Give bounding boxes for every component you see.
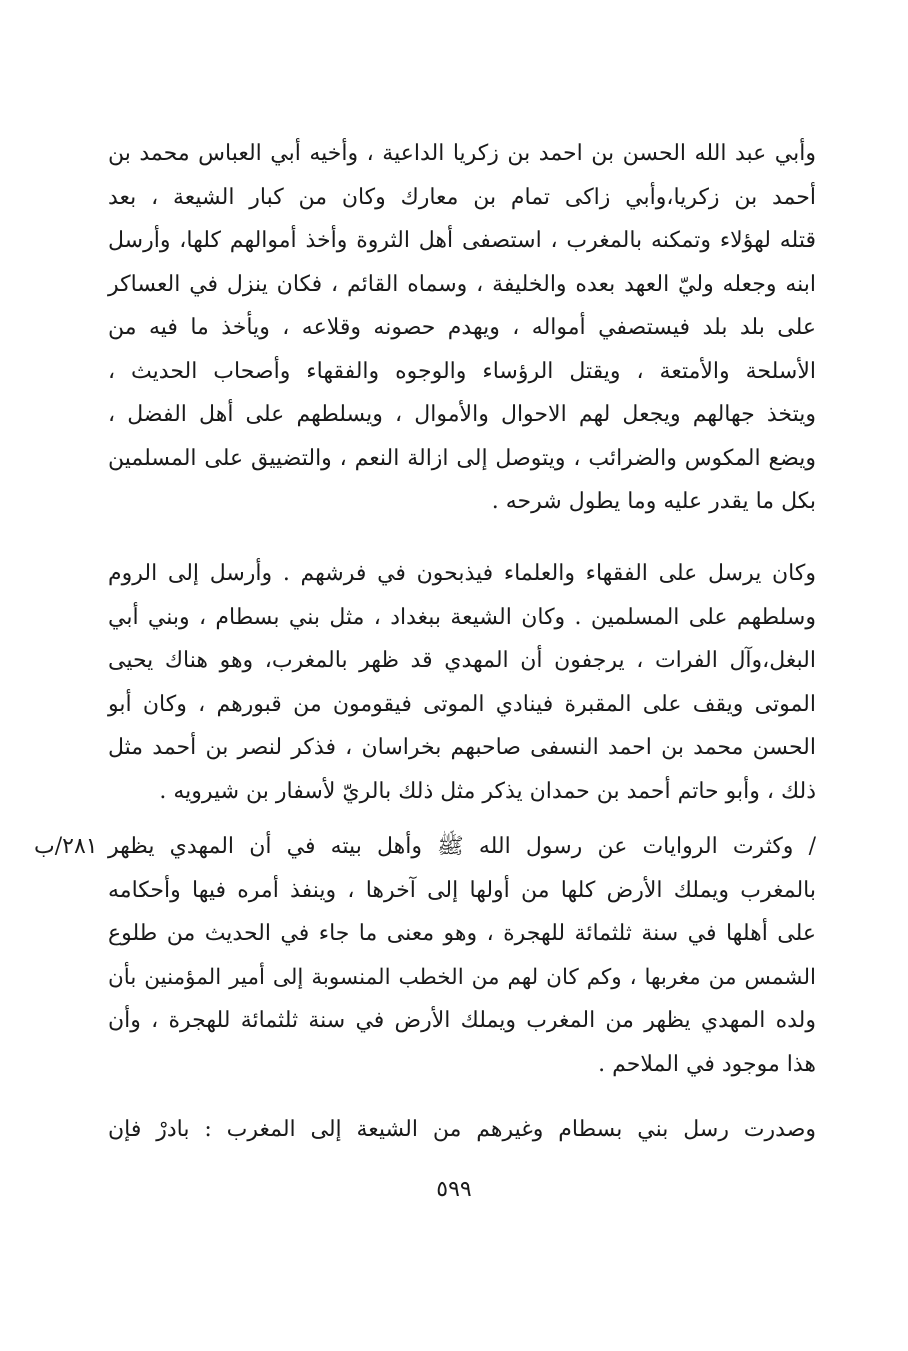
text-line: الأسلحة والأمتعة ، ويقتل الرؤساء والوجوه والفقهاء وأصحاب الحديث ، — [108, 358, 816, 384]
text-line: وصدرت رسل بني بسطام وغيرهم من الشيعة إلى المغرب : بادرْ فإن — [108, 1117, 816, 1142]
text-line: وسلطهم على المسلمين . وكان الشيعة ببغداد ، مثل بني بسطام ، وبني أبي — [108, 604, 816, 630]
text-line: على بلد بلد فيستصفي أمواله ، ويهدم حصونه وقلاعه ، ويأخذ ما فيه من — [108, 315, 816, 340]
folio-marginal-note: ٢٨١/ب — [34, 834, 98, 859]
text-line: على أهلها في سنة ثلثمائة للهجرة ، وهو معنى ما جاء في الحديث من طلوع — [108, 921, 816, 946]
text-line: ولده المهدي يظهر من المغرب ويملك الأرض في سنة ثلثمائة للهجرة ، وأن — [108, 1008, 816, 1033]
text-line: ذلك ، وأبو حاتم أحمد بن حمدان يذكر مثل ذلك بالريّ لأسفار بن شيرويه . — [159, 778, 816, 804]
page-number: ٥٩٩ — [436, 1177, 472, 1202]
text-line: بكل ما يقدر عليه وما يطول شرحه . — [491, 489, 816, 514]
text-line: الشمس من مغربها ، وكم كان لهم من الخطب المنسوبة إلى أمير المؤمنين بأن — [108, 964, 816, 990]
text-line: ويتخذ جهالهم ويجعل لهم الاحوال والأموال ، ويسلطهم على أهل الفضل ، — [108, 402, 816, 427]
text-line: بالمغرب ويملك الأرض كلها من أولها إلى آخرها ، وينفذ أمره فيها وأحكامه — [108, 877, 816, 903]
text-line: الموتى ويقف على المقبرة فينادي الموتى فيقومون من قبورهم ، وكان أبو — [108, 691, 816, 717]
text-line: هذا موجود في الملاحم . — [598, 1051, 816, 1077]
text-line: أحمد بن زكريا،وأبي زاكى تمام بن معارك وكان من كبار الشيعة ، بعد — [108, 184, 816, 210]
paragraph-3 — [108, 825, 816, 1086]
text-line: وكان يرسل على الفقهاء والعلماء فيذبحون في فرشهم . وأرسل إلى الروم — [108, 561, 816, 586]
text-line: ابنه وجعله وليّ العهد بعده والخليفة ، وسماه القائم ، فكان ينزل في العساكر — [108, 271, 816, 297]
text-line: الحسن محمد بن احمد النسفى صاحبهم بخراسان ، فذكر لنصر بن أحمد مثل — [108, 735, 816, 760]
paragraph-1 — [108, 132, 816, 524]
paragraph-4 — [108, 1108, 816, 1152]
paragraph-2 — [108, 552, 816, 813]
text-line: البغل،وآل الفرات ، يرجفون أن المهدي قد ظهر بالمغرب، وهو هناك يحيى — [108, 648, 816, 673]
text-line: / وكثرت الروايات عن رسول الله ﷺ وأهل بيته في أن المهدي يظهر — [108, 834, 816, 859]
text-line: وأبي عبد الله الحسن بن احمد بن زكريا الداعية ، وأخيه أبي العباس محمد بن — [108, 141, 816, 166]
text-line: قتله لهؤلاء وتمكنه بالمغرب ، استصفى أهل الثروة وأخذ أموالهم كلها، وأرسل — [108, 228, 816, 253]
text-line: ويضع المكوس والضرائب ، ويتوصل إلى ازالة النعم ، والتضييق على المسلمين — [108, 445, 816, 471]
